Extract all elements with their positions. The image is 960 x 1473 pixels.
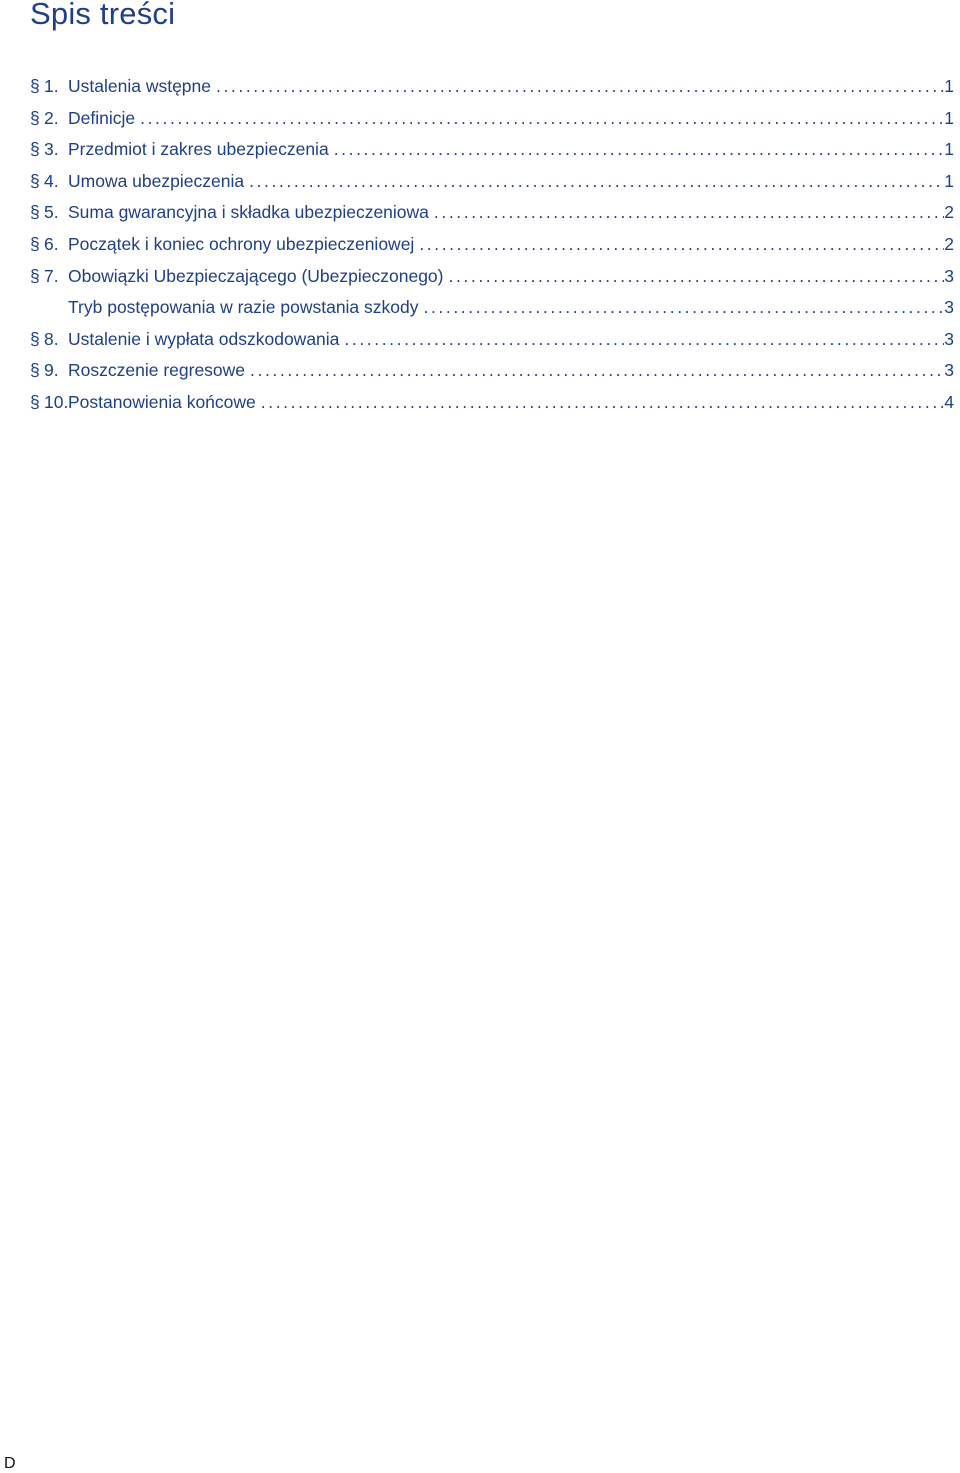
dot-leader [261,392,945,413]
section-number: 7. [44,265,59,286]
section-symbol: § [30,328,40,349]
page-number: 1 [944,107,954,128]
section-number: 9. [44,360,59,381]
section-label: Postanowienia końcowe [68,391,256,412]
toc-entry-8[interactable] [30,329,954,361]
section-symbol: § [30,139,40,160]
dot-leader [250,360,944,381]
section-symbol: § [30,233,40,254]
section-label: Tryb postępowania w razie powstania szkody [68,297,419,318]
dot-leader [334,139,945,160]
dot-leader [419,234,944,255]
section-label: Definicje [68,107,136,128]
page-number: 3 [944,265,954,286]
section-symbol: § [30,202,40,223]
toc-entry-6[interactable] [30,234,954,266]
section-label: Suma gwarancyjna i składka ubezpieczeniowa [68,202,429,223]
dot-leader [344,329,944,350]
page-number: 1 [944,139,954,160]
section-symbol: § [30,391,40,412]
dot-leader [216,76,944,97]
section-number: 10. [44,391,69,412]
dot-leader [140,108,944,129]
page-number: 2 [944,202,954,223]
section-label: Umowa ubezpieczenia [68,170,245,191]
section-number: 6. [44,233,59,254]
section-number: 5. [44,202,59,223]
section-symbol: § [30,265,40,286]
toc-entry-1[interactable] [30,76,954,108]
page-number: 4 [944,391,954,412]
table-of-contents [30,76,954,424]
section-number: 2. [44,107,59,128]
toc-entry-5[interactable] [30,202,954,234]
section-label: Ustalenia wstępne [68,76,211,96]
toc-subentry-7-1[interactable] [30,297,954,329]
section-symbol: § [30,170,40,191]
section-number: 3. [44,139,59,160]
section-symbol: § [30,107,40,128]
page-number: 1 [944,76,954,96]
dot-leader [424,297,945,318]
page-number: 2 [944,233,954,254]
section-label: Przedmiot i zakres ubezpieczenia [68,139,329,160]
section-symbol: § [30,360,40,381]
section-symbol: § [30,76,40,96]
page-number: 3 [944,328,954,349]
section-number: 8. [44,328,59,349]
section-label: Początek i koniec ochrony ubezpieczeniowej [68,233,415,254]
toc-entry-10[interactable] [30,392,954,424]
toc-entry-7[interactable] [30,266,954,298]
section-number: 1. [44,76,59,96]
toc-entry-3[interactable] [30,139,954,171]
toc-entry-4[interactable] [30,171,954,203]
section-label: Ustalenie i wypłata odszkodowania [68,328,340,349]
dot-leader [448,266,944,287]
page-number: 1 [944,170,954,191]
page-title: Spis treści [30,0,176,31]
footer-mark: D [4,1455,16,1472]
section-label: Roszczenie regresowe [68,360,246,381]
page-number: 3 [944,297,954,318]
toc-entry-9[interactable] [30,360,954,392]
page-number: 3 [944,360,954,381]
dot-leader [249,171,944,192]
toc-entry-2[interactable] [30,108,954,140]
section-label: Obowiązki Ubezpieczającego (Ubezpieczonego) [68,265,444,286]
dot-leader [434,202,944,223]
section-number: 4. [44,170,59,191]
